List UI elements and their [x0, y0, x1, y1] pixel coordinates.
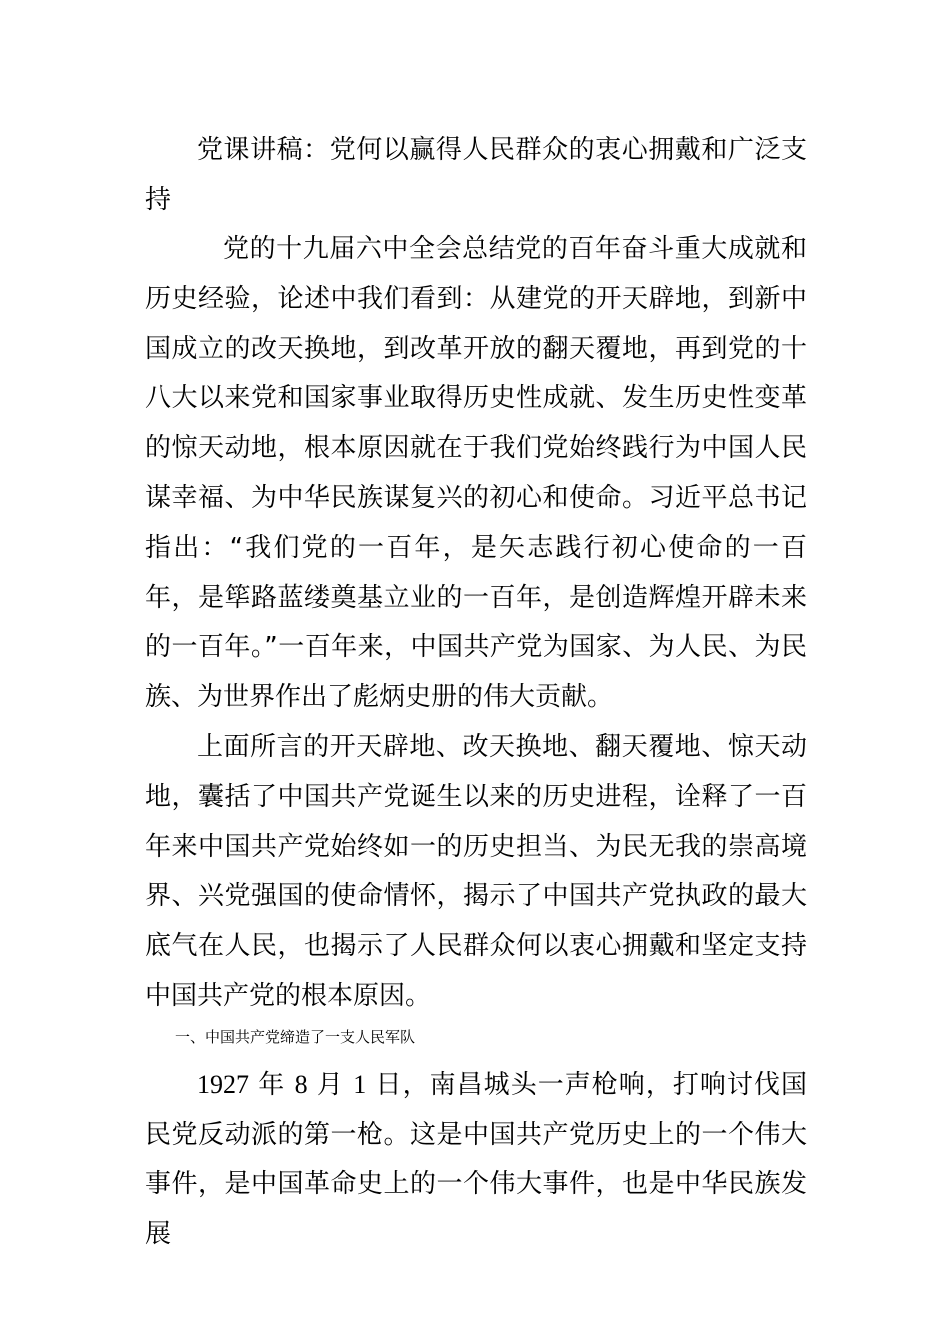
- paragraph-1: 党的十九届六中全会总结党的百年奋斗重大成就和历史经验，论述中我们看到：从建党的开天辟地，到新中国成立的改天换地，到改革开放的翻天覆地，再到党的十八大以来党和国家事业取得历史性成就、发生历史性变革的惊天动地，根本原因就在于我们党始终践行为中国人民谋幸福、为中华民族谋复兴的初心和使命。习近平总书记指出：“我们党的一百年，是矢志践行初心使命的一百年，是筚路蓝缕奠基立业的一百年，是创造辉煌开辟未来的一百年。”一百年来，中国共产党为国家、为人民、为民族、为世界作出了彪炳史册的伟大贡献。: [145, 234, 807, 713]
- date-year-unit: 年: [258, 1069, 286, 1100]
- paragraph-3-text: ，南昌城头一声枪响，打响讨伐国民党反动派的第一枪。这是中国共产党历史上的一个伟大事件，是中国革命史上的一个伟大事件，也是中华民族发展: [145, 1069, 807, 1250]
- date-year: 1927: [197, 1069, 249, 1099]
- document-title: 党课讲稿：党何以赢得人民群众的衷心拥戴和广泛支持: [145, 135, 807, 215]
- paragraph-2: 上面所言的开天辟地、改天换地、翻天覆地、惊天动地，囊括了中国共产党诞生以来的历史进程，诠释了一百年来中国共产党始终如一的历史担当、为民无我的崇高境界、兴党强国的使命情怀，揭示了中国共产党执政的最大底气在人民，也揭示了人民群众何以衷心拥戴和坚定支持中国共产党的根本原因。: [145, 731, 807, 1011]
- section-heading: 一、中国共产党缔造了一支人民军队: [175, 1027, 416, 1046]
- date-month: 8: [294, 1069, 308, 1099]
- document-page: [145, 125, 807, 1260]
- date-month-unit: 月: [316, 1069, 344, 1100]
- date-day: 1: [353, 1069, 367, 1099]
- paragraph-3: [145, 1060, 807, 1260]
- date-day-unit: 日: [375, 1069, 403, 1100]
